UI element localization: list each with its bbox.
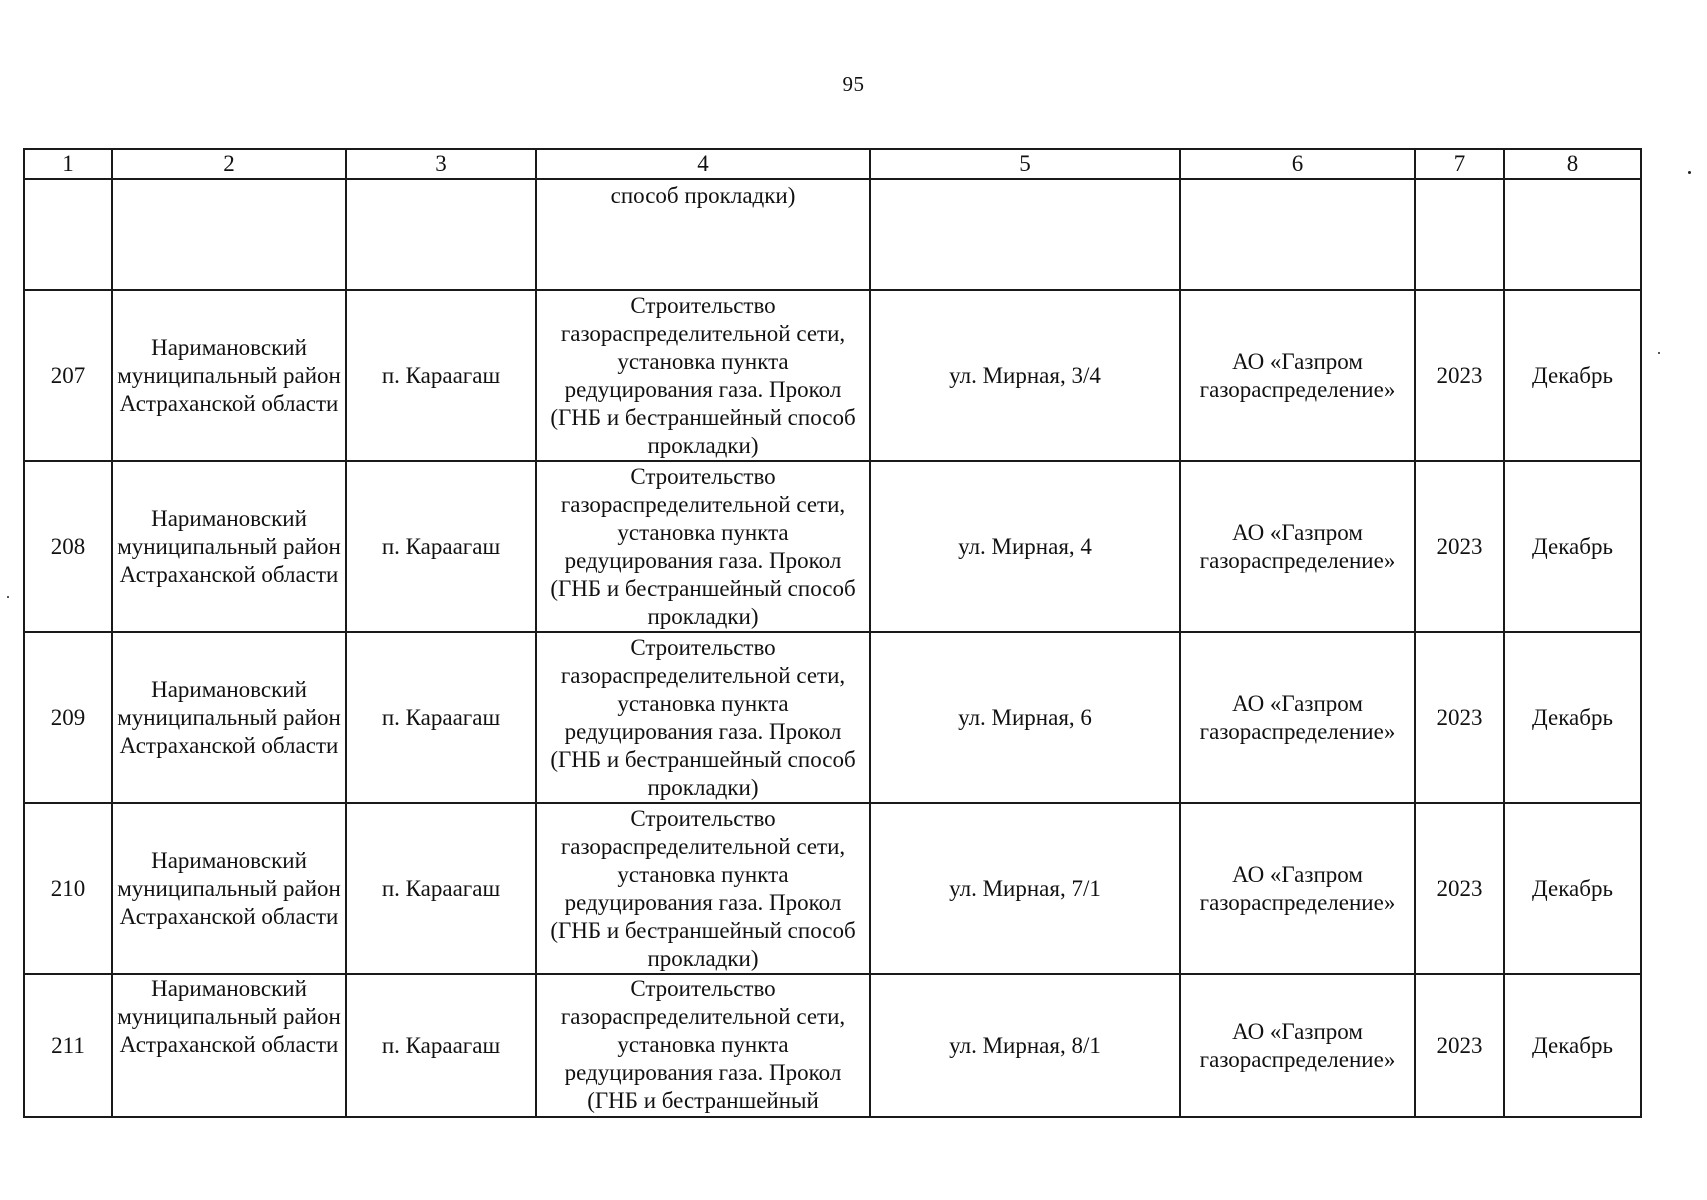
header-cell: 5 [870,149,1180,179]
header-cell: 7 [1415,149,1504,179]
settlement-cell: п. Караагаш [346,974,536,1117]
month-cell: Декабрь [1504,632,1641,803]
table-row [24,632,1641,803]
address-cell: ул. Мирная, 8/1 [870,974,1180,1117]
work-description-cell: Строительство газораспределительной сети, установка пункта редуцирования газа. Прокол (ГНБ и бестраншейный способ прокладки) [536,803,870,974]
table-header-row [24,149,1641,179]
header-cell: 8 [1504,149,1641,179]
month-cell: Декабрь [1504,290,1641,461]
month-cell: Декабрь [1504,974,1641,1117]
table-cell [346,179,536,290]
district-cell: Наримановский муниципальный район Астраханской области [112,290,346,461]
month-cell: Декабрь [1504,803,1641,974]
year-cell: 2023 [1415,290,1504,461]
address-cell: ул. Мирная, 3/4 [870,290,1180,461]
district-cell: Наримановский муниципальный район Астраханской области [112,461,346,632]
settlement-cell: п. Караагаш [346,803,536,974]
table-row [24,803,1641,974]
row-number: 207 [24,290,112,461]
table-cell [1180,179,1415,290]
header-cell: 3 [346,149,536,179]
work-description-cell: Строительство газораспределительной сети, установка пункта редуцирования газа. Прокол (ГНБ и бестраншейный способ прокладки) [536,632,870,803]
month-cell: Декабрь [1504,461,1641,632]
table-row [24,974,1641,1117]
district-cell: Наримановский муниципальный район Астраханской области [112,632,346,803]
district-cell: Наримановский муниципальный район Астраханской области [112,974,346,1117]
work-description-cell: Строительство газораспределительной сети, установка пункта редуцирования газа. Прокол (ГНБ и бестраншейный способ прокладки) [536,290,870,461]
table-cell [24,179,112,290]
work-description-cell: Строительство газораспределительной сети, установка пункта редуцирования газа. Прокол (ГНБ и бестраншейный способ прокладки) [536,461,870,632]
year-cell: 2023 [1415,803,1504,974]
organization-cell: АО «Газпром газораспределение» [1180,632,1415,803]
table-row-continuation [24,179,1641,290]
scan-speck [7,596,9,598]
district-cell: Наримановский муниципальный район Астраханской области [112,803,346,974]
row-number: 208 [24,461,112,632]
year-cell: 2023 [1415,974,1504,1117]
year-cell: 2023 [1415,461,1504,632]
settlement-cell: п. Караагаш [346,461,536,632]
organization-cell: АО «Газпром газораспределение» [1180,803,1415,974]
table-cell [1504,179,1641,290]
table-cell [1415,179,1504,290]
header-cell: 4 [536,149,870,179]
table-cell [870,179,1180,290]
row-number: 209 [24,632,112,803]
header-cell: 6 [1180,149,1415,179]
address-cell: ул. Мирная, 7/1 [870,803,1180,974]
year-cell: 2023 [1415,632,1504,803]
row-number: 211 [24,974,112,1117]
table-cell: способ прокладки) [536,179,870,290]
table-row [24,461,1641,632]
settlement-cell: п. Караагаш [346,290,536,461]
organization-cell: АО «Газпром газораспределение» [1180,974,1415,1117]
scan-speck [1658,352,1660,354]
address-cell: ул. Мирная, 4 [870,461,1180,632]
work-description-cell: Строительство газораспределительной сети, установка пункта редуцирования газа. Прокол (ГНБ и бестраншейный [536,974,870,1117]
page-number: 95 [842,72,865,96]
works-table [23,148,1642,1118]
organization-cell: АО «Газпром газораспределение» [1180,461,1415,632]
table-cell [112,179,346,290]
row-number: 210 [24,803,112,974]
table-row [24,290,1641,461]
scan-speck [1688,171,1691,174]
header-cell: 2 [112,149,346,179]
organization-cell: АО «Газпром газораспределение» [1180,290,1415,461]
address-cell: ул. Мирная, 6 [870,632,1180,803]
header-cell: 1 [24,149,112,179]
settlement-cell: п. Караагаш [346,632,536,803]
